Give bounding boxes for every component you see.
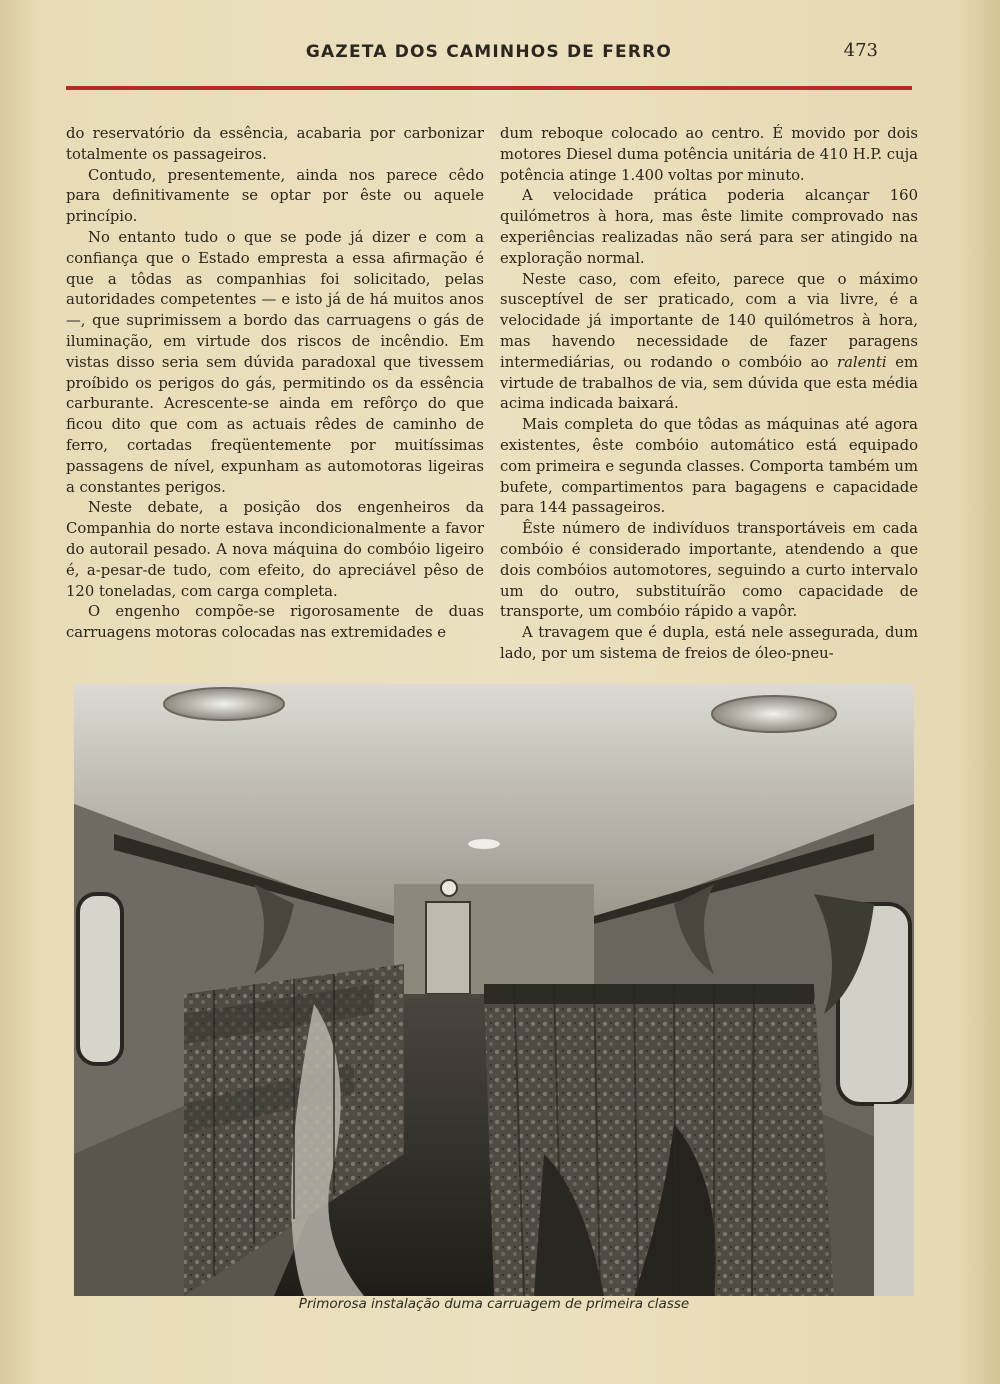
left-column bbox=[66, 124, 484, 644]
header-rule bbox=[66, 86, 912, 90]
right-column bbox=[500, 124, 918, 665]
paragraph: No entanto tudo o que se pode já dizer e com a confiança que o Estado empresta a essa afirmação é que a tôdas as companhias foi solicitado, pelas autoridades competentes — e isto já de há muitos anos —, que suprimissem a bordo das carruagens o gás de iluminação, em virtude dos riscos de incêndio. Em vistas disso seria sem dúvida paradoxal que tivessem proíbido os perigos do gás, permitindo os da essência carburante. Acrescente-se ainda em refôrço do que ficou dito que com as actuais rêdes de caminho de ferro, cortadas freqüentemente por muitíssimas passagens de nível, expunham as automotoras ligeiras a constantes perigos. bbox=[66, 228, 484, 496]
paragraph: dum reboque colocado ao centro. É movido por dois motores Diesel duma potência unitária de 410 H.P. cuja potência atinge 1.400 voltas por minuto. bbox=[500, 125, 918, 184]
italic-term: ralenti bbox=[837, 353, 887, 371]
carriage-interior-photo bbox=[74, 684, 914, 1296]
paragraph: Mais completa do que tôdas as máquinas até agora existentes, êste combóio automático está equipado com primeira e segunda classes. Comporta também um bufete, compartimentos para bagagens e capacidade para 144 passageiros. bbox=[500, 416, 918, 517]
paragraph: Neste debate, a posição dos engenheiros da Companhia do norte estava incondicionalmente a favor do autorail pesado. A nova máquina do combóio ligeiro é, a-pesar-de tudo, com efeito, do apreciável pêso de 120 toneladas, com carga completa. bbox=[66, 499, 484, 600]
text-run: Neste caso, com efeito, parece que o máximo susceptível de ser praticado, com a via livre, é a velocidade já importante de 140 quilómetros à hora, mas havendo necessidade de fazer paragens intermediárias, ou rodando o combóio ao bbox=[500, 270, 918, 371]
running-title: GAZETA DOS CAMINHOS DE FERRO bbox=[305, 42, 673, 62]
paragraph: O engenho compõe-se rigorosamente de duas carruagens motoras colocadas nas extremidades e bbox=[66, 603, 484, 642]
paragraph: do reservatório da essência, acabaria por carbonizar totalmente os passageiros. bbox=[66, 125, 484, 163]
page-header bbox=[66, 38, 912, 78]
paragraph: Êste número de indivíduos transportáveis em cada combóio é considerado importante, atendendo a que dois combóios automotores, seguindo a curto intervalo um do outro, substituírão como capacidade de transporte, um combóio rápido a vapôr. bbox=[500, 520, 918, 621]
paragraph: A velocidade prática poderia alcançar 160 quilómetros à hora, mas êste limite comprovado nas experiências realizadas não será para ser atingido na exploração normal. bbox=[500, 187, 918, 267]
paragraph: Contudo, presentemente, ainda nos parece cêdo para definitivamente se optar por êste ou aquele princípio. bbox=[66, 166, 484, 226]
text-run: em virtude de trabalhos de via, sem dúvida que esta média acima indicada baixará. bbox=[500, 353, 918, 413]
figure-caption: Primorosa instalação duma carruagem de primeira classe bbox=[298, 1296, 690, 1312]
paragraph bbox=[500, 270, 918, 416]
paragraph: A travagem que é dupla, está nele assegurada, dum lado, por um sistema de freios de óleo-pneu- bbox=[500, 624, 918, 662]
page-number: 473 bbox=[843, 40, 878, 61]
